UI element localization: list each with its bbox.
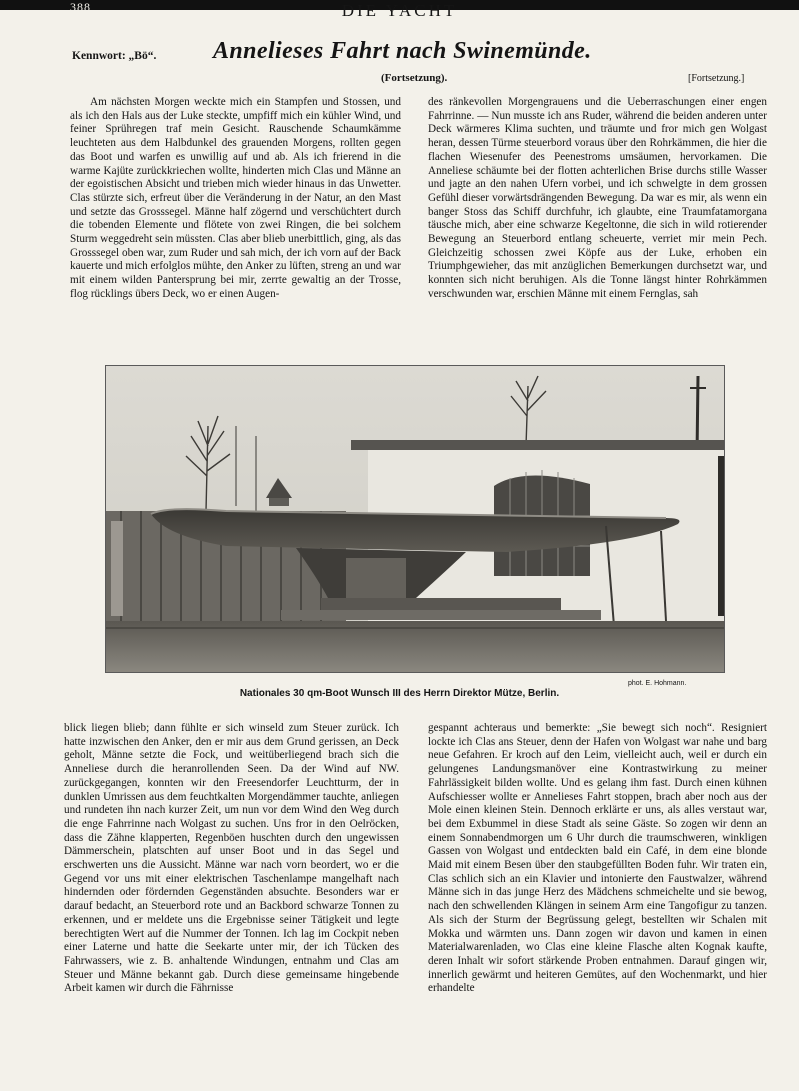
article-subtitle: (Fortsetzung). (381, 72, 448, 84)
paragraph: blick liegen blieb; dann fühlte er sich winseld zum Steuer zurück. Ich hatte inzwischen den Anker, den er mir aus dem Grund gerissen, an Deck geholt, Männe setzte die Fock, und weitüberliegend brach sich die Anneliese durch die heranrollenden Seen. Da der Wind auf NW. zurückgegangen, konnten wir den Freesendorfer Leuchtturm, der in dunklen Umrissen aus dem feuchtkalten Morgendämmer tauchte, anliegen und rundeten ihn nach kurzer Zeit, um nun vor dem Wind den Weg durch die enge Fahrrinne nach Wolgast zu suchen. Uns fror in den Oelröcken, dass die Zähne klapperten, Regenböen huschten durch den ungewissen Dämmerschein, platschten auf unser Boot und in das Segel und erschwerten uns die Aussicht. Männe war nach vorn beordert, wo er die Gegend vor uns mit einer elektrischen Taschenlampe mangelhaft nach hindernden oder fördernden Gegenständen absuchte. Besonders war er darauf bedacht, an Steuerbord rote und an Backbord schwarze Tonnen zu erkennen, und er meldete uns die Ergebnisse seiner Tätigkeit und legte berechtigten Wert auf die Nummer der Tonnen. Ich lag im Cockpit neben einer Laterne und hatte die Seekarte unter mir, der ich Tücken des Fahrwassers, wie z. B. anhaltende Windungen, entnahm und Clas am Steuer und Männe bekannt gab. Durch diese gemeinsame hingebende Arbeit kamen wir durch die Fährnisse (64, 722, 399, 995)
running-head: DIE YACHT (341, 1, 458, 20)
paragraph: gespannt achteraus und bemerkte: „Sie bewegt sich noch“. Resigniert lockte ich Clas ans Steuer, denn der Hafen von Wolgast war nahe und barg neue Gefahren. Er kroch auf den Leim, vielleicht auch, weil er durch ein gelungenes Landungsmanöver eine Kontrastwirkung zu meiner Fahrlässigkeit bilden wollte. Und es gelang ihm fast. Durch einen kühnen Aufschiesser wollte er Annelieses Fahrt stoppen, brach aber noch aus der Mole einen kleinen Stein. Dennoch erklärte er uns, als alles verstaut war, bei dem Exbummel in diese Stadt als seine Gäste. So zogen wir denn an einem Sonnabendmorgen um 6 Uhr durch die traumschweren, winkligen Gassen von Wolgast und entdeckten bald ein Café, in dem eine blonde Maid mit einem Besen über den staubgefüllten Boden fuhr. Wir traten ein, Clas schlich sich an ein Klavier und intonierte den Faustwalzer, während Männe sich in das junge Herz des Mädchens schmeichelte und sie bewog, nach den schwellenden Klängen in seinem Arm eine Tangofigur zu tanzen. Als sich der Sturm der Begrüssung gelegt, bestellten wir Schalen mit Mokka und wärmten uns. Dann zogen wir davon und kamen in einen Materialwarenladen, wo Clas eine kleine Flasche alten Kognak kaufte, deren Inhalt wir sofort stärkende Proben entnahmen. Darauf gingen wir, innerlich gewärmt und heiteren Gemütes, auf den Wochenmarkt, und hier erhandelte (428, 722, 767, 995)
column-bottom-right (428, 722, 767, 996)
yacht-photograph (105, 365, 725, 673)
page-number: 388 (70, 0, 91, 14)
column-bottom-left (64, 722, 399, 996)
photo-credit: phot. E. Hohmann. (628, 680, 687, 687)
paragraph: Am nächsten Morgen weckte mich ein Stampfen und Stossen, und als ich den Hals aus der Luke steckte, umpfiff mich ein kühler Wind, und feiner Sprühregen traf mein Gesicht. Rauschende Schaumkämme leuchteten aus dem Halbdunkel des grauenden Morgens, rollten gegen das Boot und warfen es unwillig auf und ab. Als ich frierend in die warme Kajüte zurückkriechen wollte, hinderten mich Clas und Männe an der egoistischen Absicht und trieben mich wieder hinaus in das Unwetter. Clas stürzte sich, erfreut über die Veränderung in der Natur, an den Mast und setzte das Grosssegel. Männe half zögernd und verschüchtert durch die tobenden Elemente und flötete von zwei Ringen, die bei solchem Sturm weggedreht sein müssten. Clas aber blieb unerbittlich, ging, als das Grosssegel oben war, zum Ruder und sah mich, der ich vorn auf der Back kauerte und mich erfolglos mühte, den Anker zu lüften, streng an und war mit einem wilden Pantersprung bei mir, zerrte gewaltig an der Trosse, flog rücklings übers Deck, wo er einen Augen- (70, 96, 401, 300)
continuation-note: [Fortsetzung.] (688, 73, 745, 84)
column-top-right (428, 96, 767, 302)
kennwort-label: Kennwort: „Bö“. (72, 50, 157, 62)
yacht-photo-illustration (106, 366, 724, 672)
column-top-left (70, 96, 401, 302)
article-title: Annelieses Fahrt nach Swinemünde. (213, 38, 592, 64)
figure-caption: Nationales 30 qm-Boot Wunsch III des Herrn Direktor Mütze, Berlin. (239, 688, 560, 699)
paragraph: des ränkevollen Morgengrauens und die Ueberraschungen einer engen Fahrrinne. — Nun musste ich ans Ruder, während die beiden anderen unter Deck wärmeres Klima suchten, und träumte und fror mich gen Wolgast heran, dessen Türme steuerbord voraus über den Rohrkämmen, die hier die flachen Wiesenufer des Peenestroms umsäumen, hervorkamen. Die Anneliese schäumte bei der flotten achterlichen Brise durchs stille Wasser und jagte an den nahen Ufern vorbei, und ich schwelgte in dem grossen Gefühl dieser vorwärtsdrängenden Bewegung. Da war es mir, als wenn ein banger Stoss das Schiff durchfuhr, ich glaubte, eine Traumfatamorgana täusche mich, aber eine schwarze Kegeltonne, die sich in wild rotierender Bewegung an Steuerbord entlang scheuerte, verriet mir mein Pech. Gleichzeitig schossen zwei Köpfe aus der Luke, erhoben ein Triumphgewieher, das mit anzüglichen Bemerkungen durchsetzt war, und konnten sich nicht beruhigen. Als die Tonne längst hinter Rohrkämmen verschwunden war, erschien Männe mit einem Fernglas, sah (428, 96, 767, 300)
